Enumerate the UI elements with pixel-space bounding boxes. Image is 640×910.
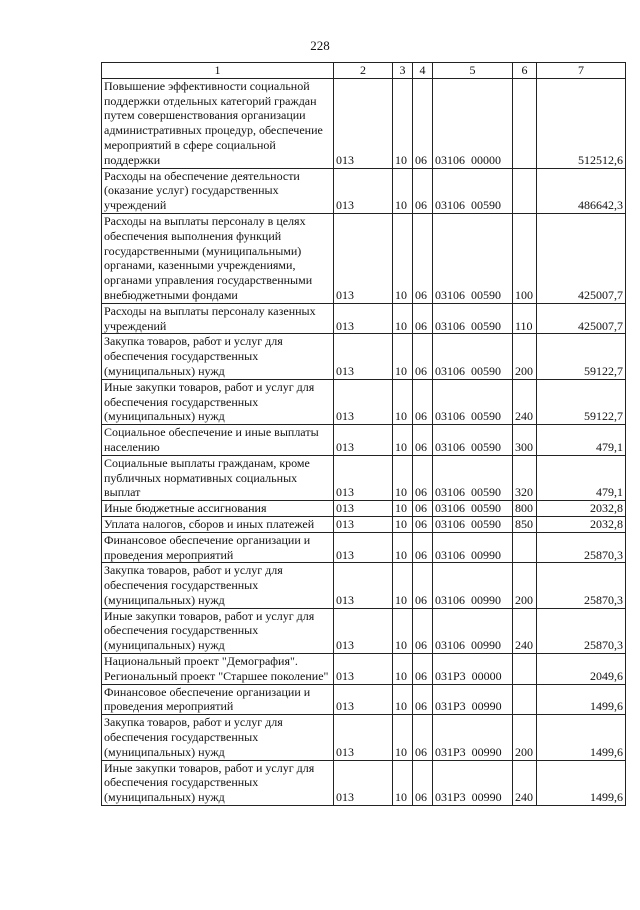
row-expense-type: 240: [513, 760, 537, 805]
row-target-article: 03106 00590: [433, 425, 513, 456]
table-row: [102, 379, 626, 424]
row-name: Социальные выплаты гражданам, кроме публичных нормативных социальных выплат: [102, 455, 334, 500]
row-amount: 479,1: [537, 455, 626, 500]
row-target-article: 03106 00590: [433, 168, 513, 213]
row-section-code: 10: [393, 501, 413, 517]
table-row: [102, 501, 626, 517]
header-col-3: 3: [393, 63, 413, 79]
row-expense-type: 110: [513, 303, 537, 334]
row-target-article: 03106 00590: [433, 455, 513, 500]
row-name: Социальное обеспечение и иные выплаты населению: [102, 425, 334, 456]
table-row: [102, 532, 626, 563]
table-row: [102, 334, 626, 379]
row-name: Иные закупки товаров, работ и услуг для обеспечения государственных (муниципальных) нужд: [102, 760, 334, 805]
row-amount: 59122,7: [537, 379, 626, 424]
row-amount: 1499,6: [537, 715, 626, 760]
row-expense-type: [513, 684, 537, 715]
header-col-7: 7: [537, 63, 626, 79]
row-name: Закупка товаров, работ и услуг для обеспечения государственных (муниципальных) нужд: [102, 563, 334, 608]
table-row: [102, 608, 626, 653]
row-expense-type: [513, 78, 537, 168]
row-ministry-code: 013: [334, 501, 393, 517]
row-section-code: 10: [393, 168, 413, 213]
row-target-article: 03106 00990: [433, 608, 513, 653]
row-name: Расходы на обеспечение деятельности (оказание услуг) государственных учреждений: [102, 168, 334, 213]
row-amount: 25870,3: [537, 608, 626, 653]
row-section-code: 10: [393, 760, 413, 805]
row-amount: 425007,7: [537, 213, 626, 303]
row-ministry-code: 013: [334, 213, 393, 303]
table-row: [102, 516, 626, 532]
row-expense-type: 850: [513, 516, 537, 532]
row-expense-type: 200: [513, 334, 537, 379]
row-expense-type: 240: [513, 379, 537, 424]
row-ministry-code: 013: [334, 608, 393, 653]
row-ministry-code: 013: [334, 684, 393, 715]
row-section-code: 10: [393, 213, 413, 303]
row-section-code: 10: [393, 455, 413, 500]
row-ministry-code: 013: [334, 532, 393, 563]
row-subsection-code: 06: [413, 334, 433, 379]
row-target-article: 03106 00590: [433, 516, 513, 532]
row-target-article: 03106 00990: [433, 532, 513, 563]
row-subsection-code: 06: [413, 455, 433, 500]
row-target-article: 03106 00590: [433, 379, 513, 424]
row-amount: 25870,3: [537, 532, 626, 563]
row-amount: 2032,8: [537, 501, 626, 517]
table-row: [102, 213, 626, 303]
row-amount: 25870,3: [537, 563, 626, 608]
row-amount: 2049,6: [537, 654, 626, 685]
row-section-code: 10: [393, 608, 413, 653]
row-section-code: 10: [393, 715, 413, 760]
row-target-article: 031P3 00990: [433, 760, 513, 805]
row-subsection-code: 06: [413, 654, 433, 685]
row-expense-type: [513, 532, 537, 563]
row-name: Национальный проект "Демография". Региональный проект "Старшее поколение": [102, 654, 334, 685]
row-ministry-code: 013: [334, 654, 393, 685]
row-name: Уплата налогов, сборов и иных платежей: [102, 516, 334, 532]
row-subsection-code: 06: [413, 303, 433, 334]
table-row: [102, 684, 626, 715]
row-expense-type: [513, 168, 537, 213]
row-expense-type: 100: [513, 213, 537, 303]
row-name: Финансовое обеспечение организации и проведения мероприятий: [102, 532, 334, 563]
row-name: Расходы на выплаты персоналу казенных учреждений: [102, 303, 334, 334]
row-amount: 1499,6: [537, 684, 626, 715]
row-expense-type: 800: [513, 501, 537, 517]
row-ministry-code: 013: [334, 78, 393, 168]
header-col-6: 6: [513, 63, 537, 79]
table-row: [102, 168, 626, 213]
budget-table: [101, 62, 626, 806]
row-amount: 2032,8: [537, 516, 626, 532]
row-subsection-code: 06: [413, 379, 433, 424]
row-section-code: 10: [393, 425, 413, 456]
row-subsection-code: 06: [413, 425, 433, 456]
row-section-code: 10: [393, 563, 413, 608]
row-name: Расходы на выплаты персоналу в целях обеспечения выполнения функций государственными (муниципальными) органами, казенными учреждениями, органами управления государственными внебюджетными фондами: [102, 213, 334, 303]
row-section-code: 10: [393, 684, 413, 715]
row-ministry-code: 013: [334, 455, 393, 500]
row-subsection-code: 06: [413, 78, 433, 168]
row-subsection-code: 06: [413, 532, 433, 563]
row-target-article: 03106 00990: [433, 563, 513, 608]
row-target-article: 03106 00590: [433, 501, 513, 517]
row-expense-type: 200: [513, 715, 537, 760]
row-ministry-code: 013: [334, 379, 393, 424]
row-ministry-code: 013: [334, 168, 393, 213]
table-row: [102, 715, 626, 760]
row-subsection-code: 06: [413, 760, 433, 805]
row-expense-type: 320: [513, 455, 537, 500]
table-row: [102, 654, 626, 685]
row-name: Иные бюджетные ассигнования: [102, 501, 334, 517]
row-subsection-code: 06: [413, 684, 433, 715]
row-name: Финансовое обеспечение организации и проведения мероприятий: [102, 684, 334, 715]
header-col-2: 2: [334, 63, 393, 79]
header-col-1: 1: [102, 63, 334, 79]
row-subsection-code: 06: [413, 563, 433, 608]
row-target-article: 031P3 00000: [433, 654, 513, 685]
row-amount: 1499,6: [537, 760, 626, 805]
table-row: [102, 760, 626, 805]
row-section-code: 10: [393, 532, 413, 563]
row-name: Закупка товаров, работ и услуг для обеспечения государственных (муниципальных) нужд: [102, 334, 334, 379]
row-subsection-code: 06: [413, 213, 433, 303]
row-name: Закупка товаров, работ и услуг для обеспечения государственных (муниципальных) нужд: [102, 715, 334, 760]
row-expense-type: 300: [513, 425, 537, 456]
row-amount: 486642,3: [537, 168, 626, 213]
row-target-article: 03106 00590: [433, 334, 513, 379]
row-section-code: 10: [393, 334, 413, 379]
table-row: [102, 425, 626, 456]
table-row: [102, 303, 626, 334]
row-ministry-code: 013: [334, 715, 393, 760]
row-section-code: 10: [393, 303, 413, 334]
table-row: [102, 455, 626, 500]
row-section-code: 10: [393, 516, 413, 532]
header-row: [102, 63, 626, 79]
row-ministry-code: 013: [334, 303, 393, 334]
row-subsection-code: 06: [413, 168, 433, 213]
row-target-article: 03106 00000: [433, 78, 513, 168]
row-target-article: 03106 00590: [433, 303, 513, 334]
row-target-article: 031P3 00990: [433, 715, 513, 760]
row-ministry-code: 013: [334, 563, 393, 608]
row-target-article: 031P3 00990: [433, 684, 513, 715]
header-col-4: 4: [413, 63, 433, 79]
table-row: [102, 563, 626, 608]
row-name: Иные закупки товаров, работ и услуг для обеспечения государственных (муниципальных) нужд: [102, 608, 334, 653]
row-subsection-code: 06: [413, 715, 433, 760]
row-ministry-code: 013: [334, 516, 393, 532]
row-target-article: 03106 00590: [433, 213, 513, 303]
row-subsection-code: 06: [413, 516, 433, 532]
row-amount: 512512,6: [537, 78, 626, 168]
page-number: 228: [310, 38, 330, 53]
row-amount: 59122,7: [537, 334, 626, 379]
row-ministry-code: 013: [334, 334, 393, 379]
row-section-code: 10: [393, 379, 413, 424]
row-amount: 425007,7: [537, 303, 626, 334]
row-section-code: 10: [393, 78, 413, 168]
row-ministry-code: 013: [334, 425, 393, 456]
row-expense-type: [513, 654, 537, 685]
row-expense-type: 200: [513, 563, 537, 608]
row-expense-type: 240: [513, 608, 537, 653]
table-row: [102, 78, 626, 168]
row-subsection-code: 06: [413, 608, 433, 653]
header-col-5: 5: [433, 63, 513, 79]
row-amount: 479,1: [537, 425, 626, 456]
row-name: Иные закупки товаров, работ и услуг для обеспечения государственных (муниципальных) нужд: [102, 379, 334, 424]
row-name: Повышение эффективности социальной поддержки отдельных категорий граждан путем совершенствования организации административных процедур, обеспечение мероприятий в сфере социальной поддержки: [102, 78, 334, 168]
row-ministry-code: 013: [334, 760, 393, 805]
row-section-code: 10: [393, 654, 413, 685]
row-subsection-code: 06: [413, 501, 433, 517]
